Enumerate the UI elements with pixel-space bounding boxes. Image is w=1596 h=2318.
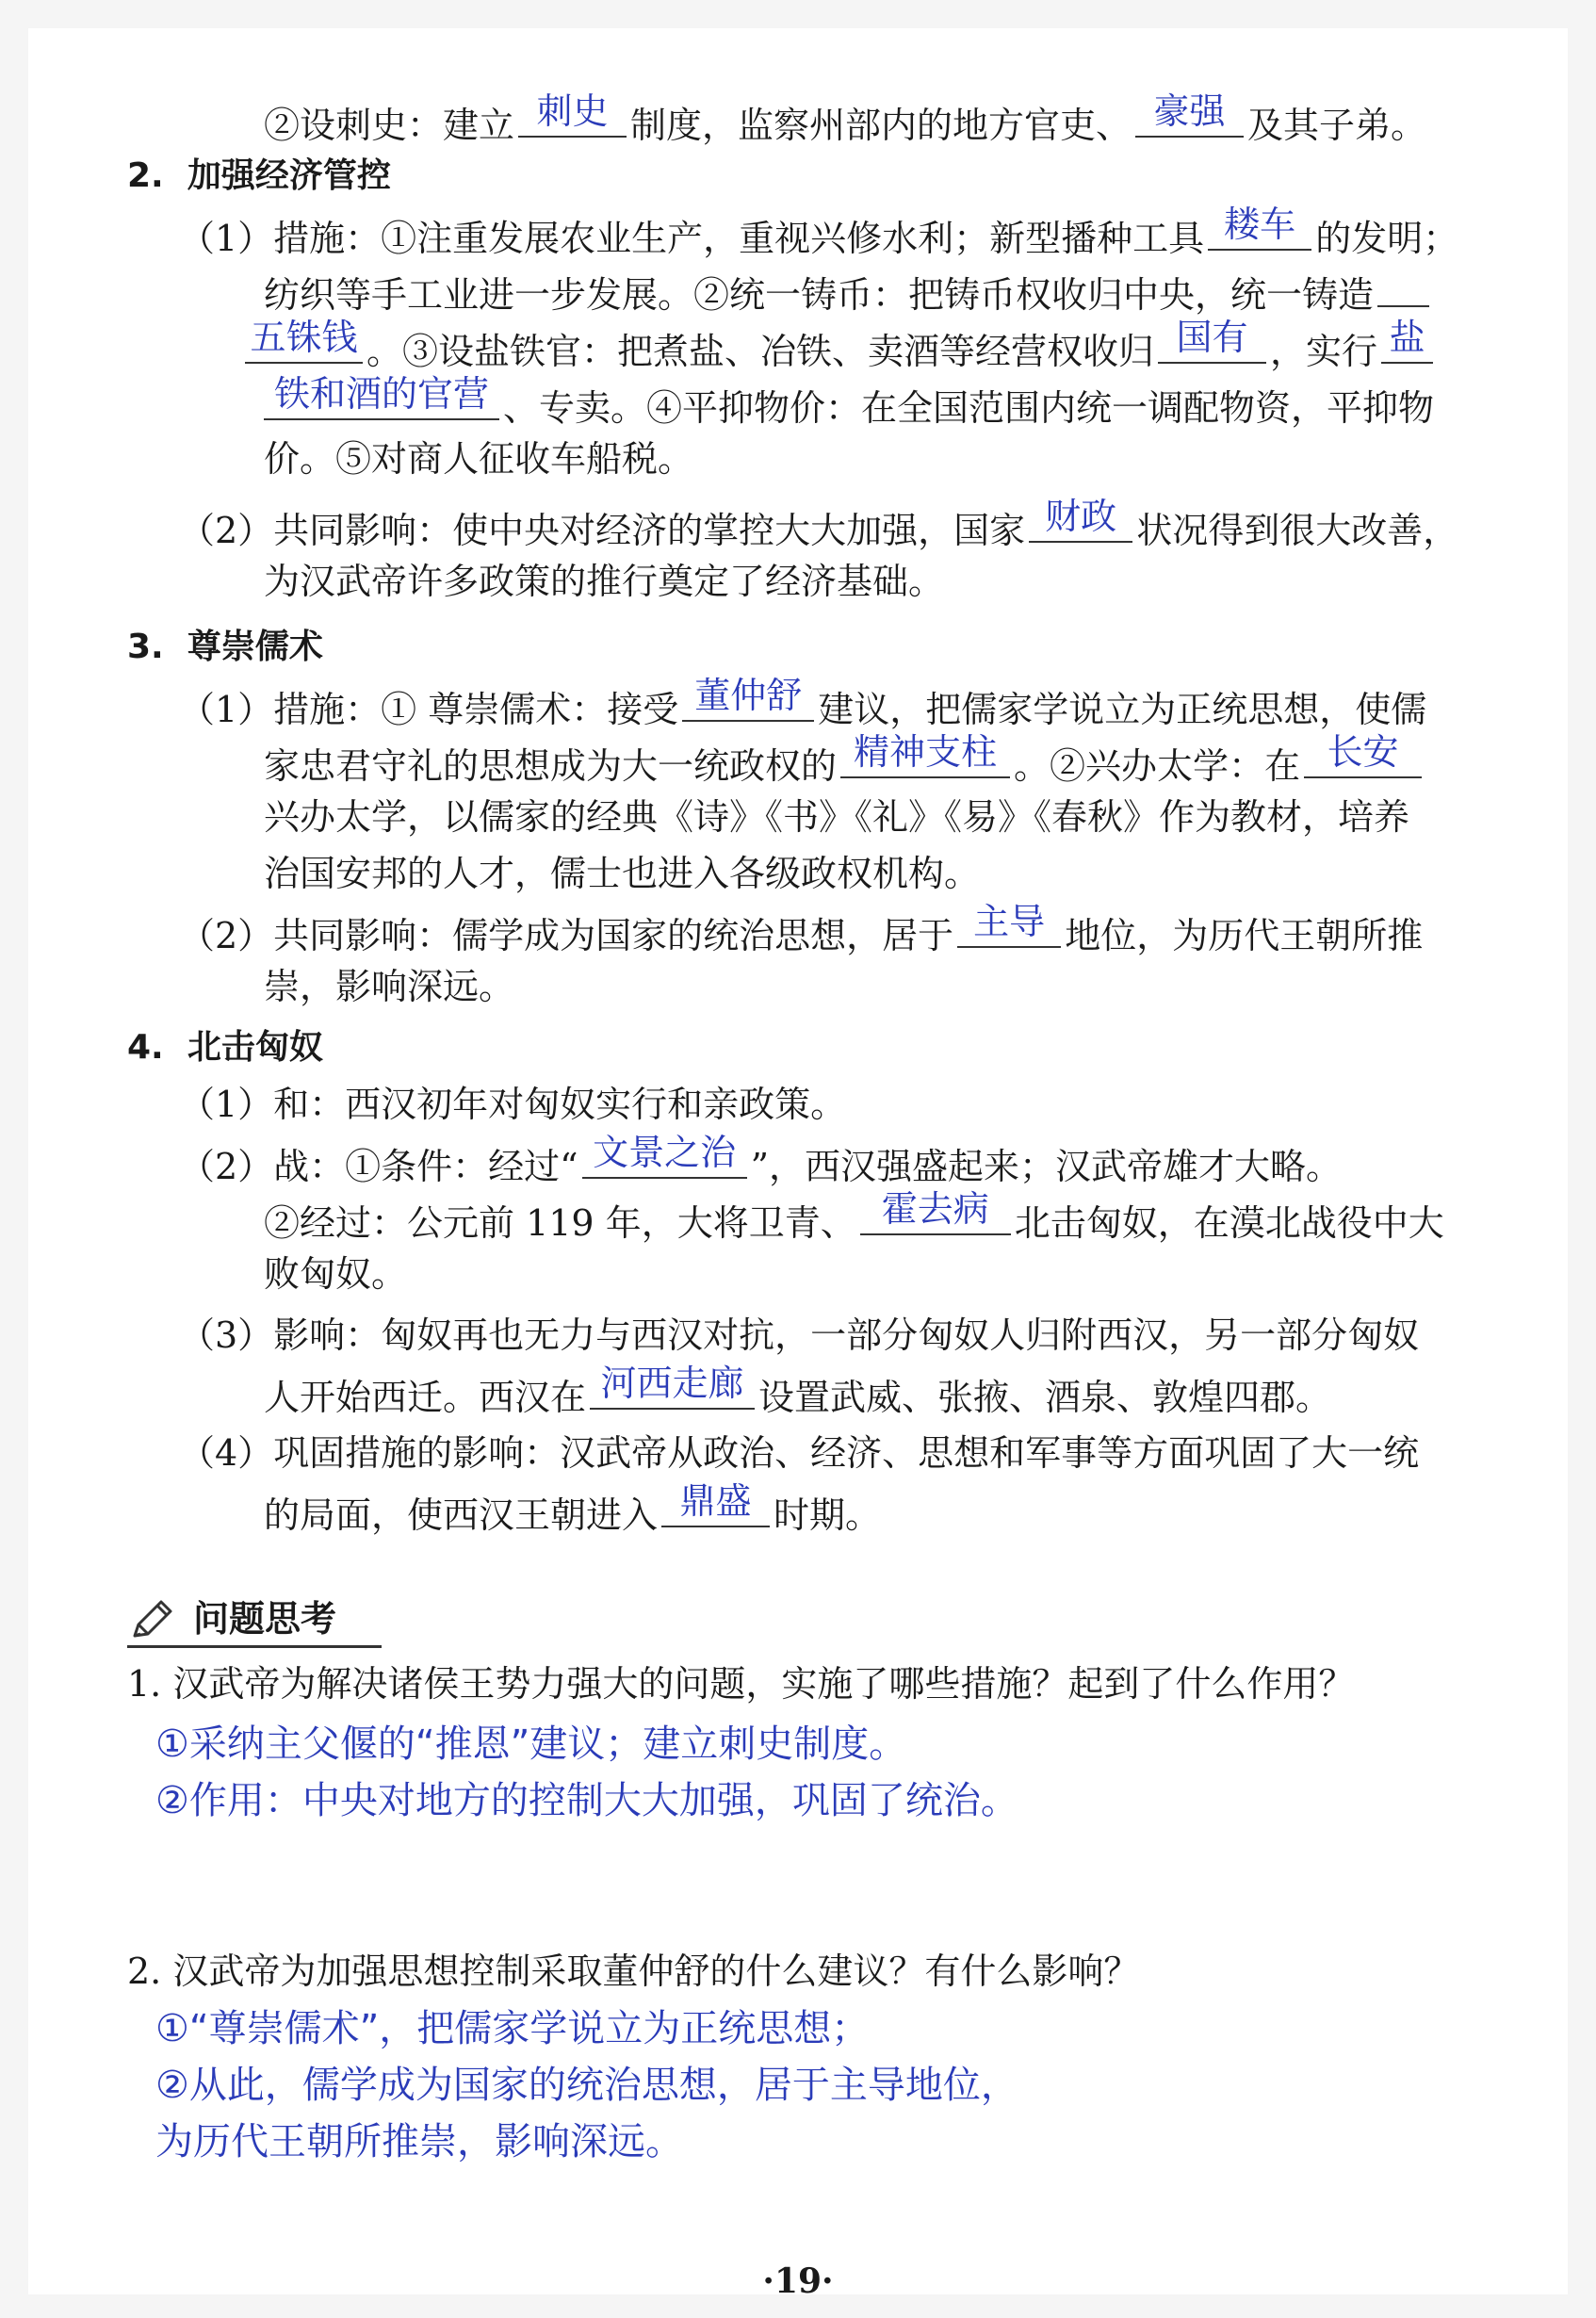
text: 、专卖。④平抑物价：在全国范围内统一调配物资，平抑物 — [503, 387, 1435, 429]
text: （1）和：西汉初年对匈奴实行和亲政策。 — [179, 1084, 847, 1125]
handwritten-answer-line: ①“尊崇儒术”，把儒家学说立为正统思想； — [155, 2007, 870, 2050]
text: ”，西汉强盛起来；汉武帝雄才大略。 — [750, 1146, 1343, 1187]
section-heading — [127, 151, 391, 202]
answer: 盐 — [1389, 317, 1425, 358]
answer: 董仲舒 — [694, 675, 803, 716]
text: 及其子弟。 — [1247, 105, 1427, 146]
text: 状况得到很大改善， — [1136, 510, 1459, 551]
text: 崇，影响深远。 — [264, 966, 515, 1007]
answer: 霍去病 — [881, 1188, 989, 1230]
question-text: 1. 汉武帝为解决诸侯王势力强大的问题，实施了哪些措施？起到了什么作用？ — [127, 1663, 1355, 1705]
question — [127, 1658, 1354, 1709]
text-line — [179, 1132, 1343, 1192]
text-line — [179, 1310, 1419, 1361]
text: 地位，为历代王朝所推 — [1065, 915, 1424, 956]
answer: 铁和酒的官营 — [273, 373, 489, 415]
text-line — [264, 1363, 1332, 1423]
text: 纺织等手工业进一步发展。②统一铸币：把铸币权收归中央，统一铸造 — [264, 274, 1375, 316]
text-line — [179, 1428, 1419, 1478]
text-line — [264, 1480, 882, 1541]
section-number: 3. — [127, 628, 164, 666]
answer: 刺史 — [536, 90, 609, 132]
handwritten-answer-line: ②作用：中央对地方的控制大大加强，巩固了统治。 — [155, 1779, 1018, 1822]
text-line — [264, 792, 1409, 842]
text-line — [179, 901, 1424, 961]
fill-blank — [590, 1363, 755, 1410]
text: （2）共同影响：使中央对经济的掌控大大加强，国家 — [179, 510, 1026, 551]
fill-blank — [661, 1480, 770, 1527]
answer: 主导 — [973, 901, 1046, 942]
fill-blank — [1135, 90, 1244, 138]
text: ②设刺史：建立 — [264, 105, 515, 146]
text-line — [264, 556, 944, 607]
text: 的局面，使西汉王朝进入 — [264, 1494, 659, 1536]
text: 。②兴办太学：在 — [1014, 745, 1301, 787]
section-title: 尊崇儒术 — [187, 628, 323, 666]
text: ，实行 — [1270, 331, 1378, 372]
handwritten-answer-line: 为历代王朝所推崇，影响深远。 — [155, 2120, 683, 2163]
text-line — [264, 373, 1435, 433]
document-sheet — [28, 28, 1568, 2301]
section-number: 2. — [127, 156, 164, 195]
answer: 国有 — [1176, 317, 1248, 358]
text: 人开始西迁。西汉在 — [264, 1377, 587, 1418]
pencil-icon — [127, 1598, 176, 1641]
text: 家忠君守礼的思想成为大一统政权的 — [264, 745, 838, 787]
fill-blank — [1029, 496, 1132, 543]
text: 为汉武帝许多政策的推行奠定了经济基础。 — [264, 561, 945, 602]
fill-blank — [1304, 731, 1422, 778]
fill-blank — [264, 373, 499, 420]
text: ②经过：公元前 119 年，大将卫青、 — [264, 1202, 856, 1244]
text: 建议，把儒家学说立为正统思想，使儒 — [818, 689, 1427, 730]
text: 败匈奴。 — [264, 1253, 408, 1295]
text-line — [179, 1079, 846, 1130]
section-heading — [127, 622, 323, 673]
text-line — [179, 204, 1459, 264]
text: （3）影响：匈奴再也无力与西汉对抗，一部分匈奴人归附西汉，另一部分匈奴 — [179, 1314, 1420, 1356]
text: （2）共同影响：儒学成为国家的统治思想，居于 — [179, 915, 954, 956]
answer: 精神支柱 — [854, 731, 998, 773]
text: （1）措施：① 尊崇儒术：接受 — [179, 689, 679, 730]
text: 北击匈奴，在漠北战役中大 — [1014, 1202, 1444, 1244]
fill-blank — [682, 675, 814, 722]
section-number: 4. — [127, 1028, 164, 1067]
fill-blank — [245, 317, 363, 364]
answer: 河西走廊 — [600, 1363, 744, 1404]
answer: 耧车 — [1224, 204, 1296, 245]
fill-blank — [1377, 264, 1429, 307]
answer: 文景之治 — [593, 1132, 737, 1173]
text-line — [264, 433, 693, 484]
text: 价。⑤对商人征收车船税。 — [264, 438, 694, 480]
section-title: 问题思考 — [193, 1598, 337, 1640]
fill-blank — [1158, 317, 1266, 364]
text-line — [264, 1249, 407, 1299]
answer: 鼎盛 — [679, 1480, 752, 1522]
fill-blank — [1208, 204, 1311, 251]
text: 兴办太学，以儒家的经典《诗》《书》《礼》《易》《春秋》作为教材，培养 — [264, 796, 1410, 838]
fill-blank — [1381, 317, 1433, 364]
fill-blank — [957, 901, 1061, 948]
answer: 财政 — [1045, 496, 1117, 537]
text-line — [264, 731, 1425, 792]
text: 时期。 — [774, 1494, 882, 1536]
text: 的发明； — [1315, 218, 1459, 259]
text-line — [264, 1188, 1444, 1249]
handwritten-answer-line: ①采纳主父偃的“推恩”建议；建立刺史制度。 — [155, 1722, 907, 1766]
question-text: 2. 汉武帝为加强思想控制采取董仲舒的什么建议？有什么影响？ — [127, 1951, 1140, 1992]
text-line — [179, 675, 1427, 735]
fill-blank — [518, 90, 627, 138]
text-line — [250, 317, 1437, 377]
text: 设置武威、张掖、酒泉、敦煌四郡。 — [758, 1377, 1332, 1418]
fill-blank — [840, 731, 1010, 778]
section-title: 加强经济管控 — [187, 156, 391, 195]
text-line — [264, 90, 1427, 151]
question — [127, 1946, 1139, 1997]
answer: 长安 — [1327, 731, 1399, 773]
text: 制度，监察州部内的地方官吏、 — [630, 105, 1132, 146]
text: 治国安邦的人才，儒士也进入各级政权机构。 — [264, 853, 981, 894]
text-line — [179, 496, 1459, 556]
fill-blank — [860, 1188, 1011, 1235]
text: （2）战：①条件：经过“ — [179, 1146, 578, 1187]
answer: 豪强 — [1153, 90, 1226, 132]
fill-blank — [582, 1132, 747, 1179]
handwritten-answer-line: ②从此，儒学成为国家的统治思想，居于主导地位， — [155, 2064, 1018, 2107]
section-heading — [127, 1022, 323, 1073]
text: 。③设盐铁官：把煮盐、冶铁、卖酒等经营权收归 — [366, 331, 1155, 372]
text-line — [264, 264, 1433, 320]
section-title: 北击匈奴 — [187, 1028, 323, 1067]
text: （4）巩固措施的影响：汉武帝从政治、经济、思想和军事等方面巩固了大一统 — [179, 1432, 1420, 1474]
answer: 五铢钱 — [250, 317, 358, 358]
section-banner — [127, 1592, 382, 1648]
page-number: ·19· — [762, 2261, 834, 2301]
text-line — [264, 848, 980, 899]
text-line — [264, 961, 514, 1012]
text: （1）措施：①注重发展农业生产，重视兴修水利；新型播种工具 — [179, 218, 1205, 259]
